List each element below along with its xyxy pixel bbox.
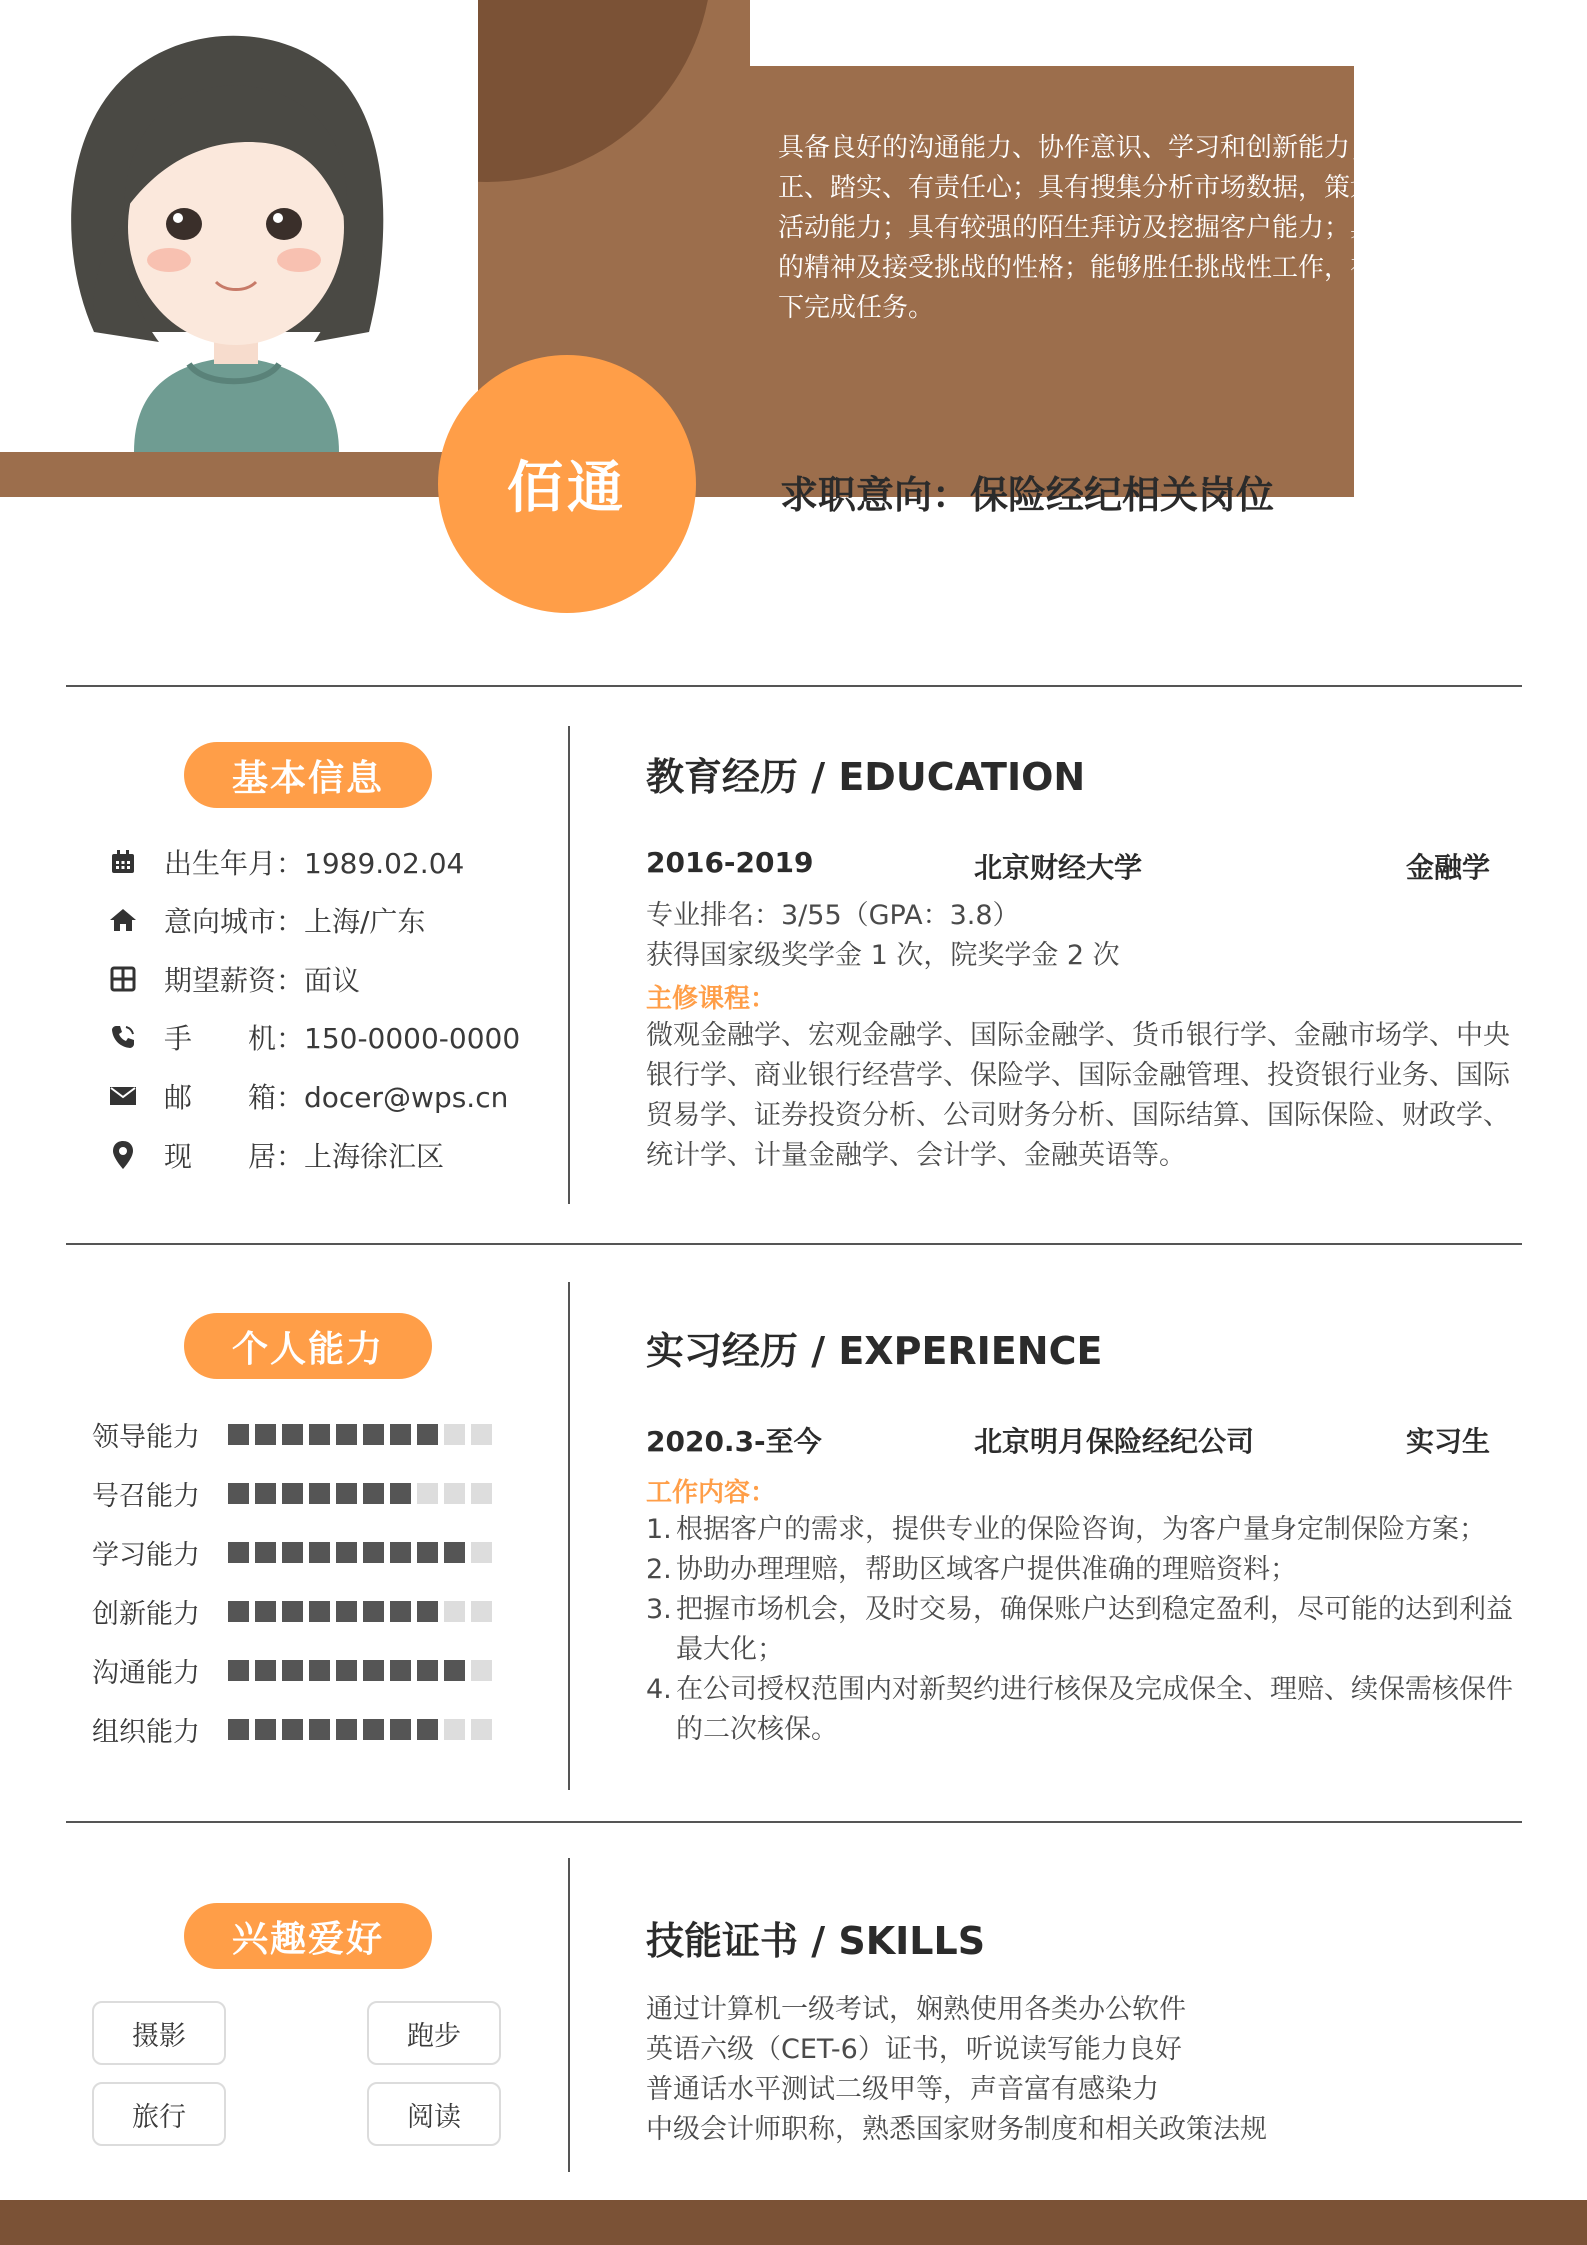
education-title: 教育经历 / EDUCATION [646, 755, 1086, 799]
level-block-filled [390, 1424, 411, 1445]
ability-level-bar [228, 1660, 492, 1681]
ability-row [92, 1711, 492, 1747]
level-block-filled [390, 1601, 411, 1622]
ability-level-bar [228, 1483, 492, 1504]
level-block-filled [309, 1601, 330, 1622]
ability-level-bar [228, 1719, 492, 1740]
education-period: 2016-2019 [646, 846, 814, 879]
level-block-filled [255, 1542, 276, 1563]
level-block-empty [417, 1483, 438, 1504]
column-divider [568, 1282, 570, 1790]
hobby-tag: 跑步 [367, 2001, 501, 2065]
course-label: 主修课程： [646, 984, 777, 1014]
summary-line: 具备良好的沟通能力、协作意识、学习和创新能力；工作 [778, 133, 1429, 163]
grid-icon [106, 962, 140, 996]
info-salary [106, 959, 360, 999]
education-header-row [646, 846, 1492, 886]
avatar-illustration [0, 0, 478, 452]
level-block-filled [390, 1542, 411, 1563]
education-line: 获得国家级奖学金 1 次，院奖学金 2 次 [646, 940, 1120, 971]
divider [66, 1243, 1522, 1245]
level-block-filled [282, 1483, 303, 1504]
level-block-filled [282, 1660, 303, 1681]
work-item-number: 4. [646, 1674, 672, 1705]
experience-role: 实习生 [1406, 1425, 1491, 1458]
level-block-filled [309, 1483, 330, 1504]
level-block-filled [417, 1542, 438, 1563]
level-block-empty [471, 1719, 492, 1740]
work-content-label: 工作内容： [646, 1478, 777, 1508]
level-block-filled [363, 1542, 384, 1563]
level-block-filled [336, 1542, 357, 1563]
work-item-text: 的二次核保。 [676, 1714, 838, 1745]
level-block-filled [228, 1483, 249, 1504]
education-major: 金融学 [1406, 851, 1491, 884]
summary-line: 正、踏实、有责任心；具有搜集分析市场数据，策划及组织 [778, 173, 1455, 203]
level-block-filled [309, 1542, 330, 1563]
level-block-filled [363, 1660, 384, 1681]
info-phone [106, 1017, 520, 1057]
level-block-filled [417, 1424, 438, 1445]
level-block-empty [471, 1660, 492, 1681]
ability-row [92, 1475, 492, 1511]
work-item-text: 根据客户的需求，提供专业的保险咨询，为客户量身定制保险方案； [676, 1514, 1486, 1545]
skill-line: 普通话水平测试二级甲等，声音富有感染力 [646, 2074, 1159, 2105]
level-block-filled [336, 1424, 357, 1445]
info-residence [106, 1135, 444, 1175]
ability-row [92, 1534, 492, 1570]
mail-icon [106, 1079, 140, 1113]
ability-level-bar [228, 1601, 492, 1622]
skill-line: 通过计算机一级考试，娴熟使用各类办公软件 [646, 1994, 1186, 2025]
level-block-filled [228, 1660, 249, 1681]
info-text: 出生年月：1989.02.04 [164, 847, 465, 880]
level-block-filled [417, 1719, 438, 1740]
work-item-number: 2. [646, 1554, 672, 1585]
level-block-filled [282, 1719, 303, 1740]
self-summary [778, 128, 1455, 338]
level-block-empty [471, 1601, 492, 1622]
level-block-filled [363, 1483, 384, 1504]
level-block-filled [417, 1660, 438, 1681]
info-text: 期望薪资：面议 [164, 964, 361, 997]
level-block-filled [363, 1719, 384, 1740]
course-line: 微观金融学、宏观金融学、国际金融学、货币银行学、金融市场学、中央 [646, 1020, 1510, 1051]
experience-header-row [646, 1420, 1492, 1460]
info-email [106, 1076, 508, 1116]
level-block-filled [282, 1424, 303, 1445]
summary-line: 活动能力；具有较强的陌生拜访及挖掘客户能力；具有吃苦 [778, 213, 1455, 243]
work-item-text: 协助办理理赔，帮助区域客户提供准确的理赔资料； [676, 1554, 1297, 1585]
ability-name: 组织能力 [92, 1716, 200, 1748]
level-block-empty [444, 1483, 465, 1504]
level-block-filled [255, 1601, 276, 1622]
level-block-filled [417, 1601, 438, 1622]
level-block-filled [336, 1719, 357, 1740]
level-block-filled [444, 1542, 465, 1563]
level-block-filled [228, 1719, 249, 1740]
hobby-tag: 阅读 [367, 2082, 501, 2146]
experience-company: 北京明月保险经纪公司 [974, 1425, 1255, 1458]
calendar-icon [106, 845, 140, 879]
level-block-filled [444, 1660, 465, 1681]
level-block-empty [471, 1483, 492, 1504]
info-city [106, 900, 425, 940]
name-badge [438, 355, 696, 613]
candidate-name: 佰通 [507, 456, 627, 521]
experience-title: 实习经历 / EXPERIENCE [646, 1329, 1103, 1373]
skill-line: 中级会计师职称，熟悉国家财务制度和相关政策法规 [646, 2114, 1267, 2145]
level-block-filled [390, 1719, 411, 1740]
skills-title: 技能证书 / SKILLS [646, 1919, 986, 1963]
level-block-empty [444, 1601, 465, 1622]
level-block-filled [255, 1424, 276, 1445]
level-block-filled [390, 1483, 411, 1504]
course-line: 银行学、商业银行经营学、保险学、国际金融管理、投资银行业务、国际 [646, 1060, 1510, 1091]
work-item-text: 最大化； [676, 1634, 784, 1665]
work-item-number: 1. [646, 1514, 672, 1545]
info-text: 手 机：150-0000-0000 [164, 1022, 521, 1055]
info-birth [106, 842, 464, 882]
hobby-tag: 摄影 [92, 2001, 226, 2065]
column-divider [568, 1858, 570, 2172]
info-text: 邮 箱：docer@wps.cn [164, 1081, 509, 1114]
column-divider [568, 726, 570, 1204]
experience-period: 2020.3-至今 [646, 1425, 822, 1458]
education-school: 北京财经大学 [974, 851, 1143, 884]
level-block-filled [390, 1660, 411, 1681]
level-block-filled [309, 1719, 330, 1740]
ability-row [92, 1593, 492, 1629]
divider [66, 685, 1522, 687]
ability-row [92, 1416, 492, 1452]
course-line: 统计学、计量金融学、会计学、金融英语等。 [646, 1140, 1186, 1171]
work-item-number: 3. [646, 1594, 672, 1625]
level-block-filled [228, 1542, 249, 1563]
level-block-filled [336, 1660, 357, 1681]
level-block-filled [282, 1601, 303, 1622]
ability-name: 创新能力 [92, 1598, 200, 1630]
location-icon [106, 1138, 140, 1172]
section-label-basic-info: 基本信息 [184, 742, 432, 808]
avatar [0, 0, 478, 452]
info-text: 现 居：上海徐汇区 [164, 1140, 445, 1173]
work-item-text: 在公司授权范围内对新契约进行核保及完成保全、理赔、续保需核保件 [676, 1674, 1513, 1705]
ability-name: 学习能力 [92, 1539, 200, 1571]
footer-band [0, 2200, 1587, 2245]
ability-level-bar [228, 1424, 492, 1445]
education-line: 专业排名：3/55（GPA：3.8） [646, 900, 1020, 931]
section-label-abilities: 个人能力 [184, 1313, 432, 1379]
course-line: 贸易学、证券投资分析、公司财务分析、国际结算、国际保险、财政学、 [646, 1100, 1510, 1131]
level-block-filled [255, 1719, 276, 1740]
level-block-filled [309, 1660, 330, 1681]
level-block-filled [228, 1424, 249, 1445]
hobby-tag: 旅行 [92, 2082, 226, 2146]
level-block-empty [471, 1424, 492, 1445]
phone-icon [106, 1020, 140, 1054]
job-objective: 求职意向：保险经纪相关岗位 [780, 473, 1275, 517]
level-block-filled [363, 1601, 384, 1622]
level-block-filled [336, 1601, 357, 1622]
level-block-filled [309, 1424, 330, 1445]
level-block-filled [336, 1483, 357, 1504]
section-label-hobbies: 兴趣爱好 [184, 1903, 432, 1969]
home-icon [106, 903, 140, 937]
ability-row [92, 1652, 492, 1688]
level-block-filled [363, 1424, 384, 1445]
ability-level-bar [228, 1542, 492, 1563]
level-block-filled [255, 1660, 276, 1681]
level-block-filled [228, 1601, 249, 1622]
level-block-empty [444, 1719, 465, 1740]
level-block-empty [444, 1424, 465, 1445]
summary-line: 下完成任务。 [778, 293, 935, 323]
level-block-filled [282, 1542, 303, 1563]
work-item-text: 把握市场机会，及时交易，确保账户达到稳定盈利，尽可能的达到利益 [676, 1594, 1513, 1625]
ability-name: 领导能力 [92, 1421, 200, 1453]
skill-line: 英语六级（CET-6）证书，听说读写能力良好 [646, 2034, 1182, 2065]
ability-name: 号召能力 [92, 1480, 200, 1512]
ability-name: 沟通能力 [92, 1657, 200, 1689]
summary-line: 的精神及接受挑战的性格；能够胜任挑战性工作，在压力 [778, 253, 1429, 283]
level-block-filled [255, 1483, 276, 1504]
level-block-empty [471, 1542, 492, 1563]
divider [66, 1821, 1522, 1823]
info-text: 意向城市：上海/广东 [164, 905, 426, 938]
